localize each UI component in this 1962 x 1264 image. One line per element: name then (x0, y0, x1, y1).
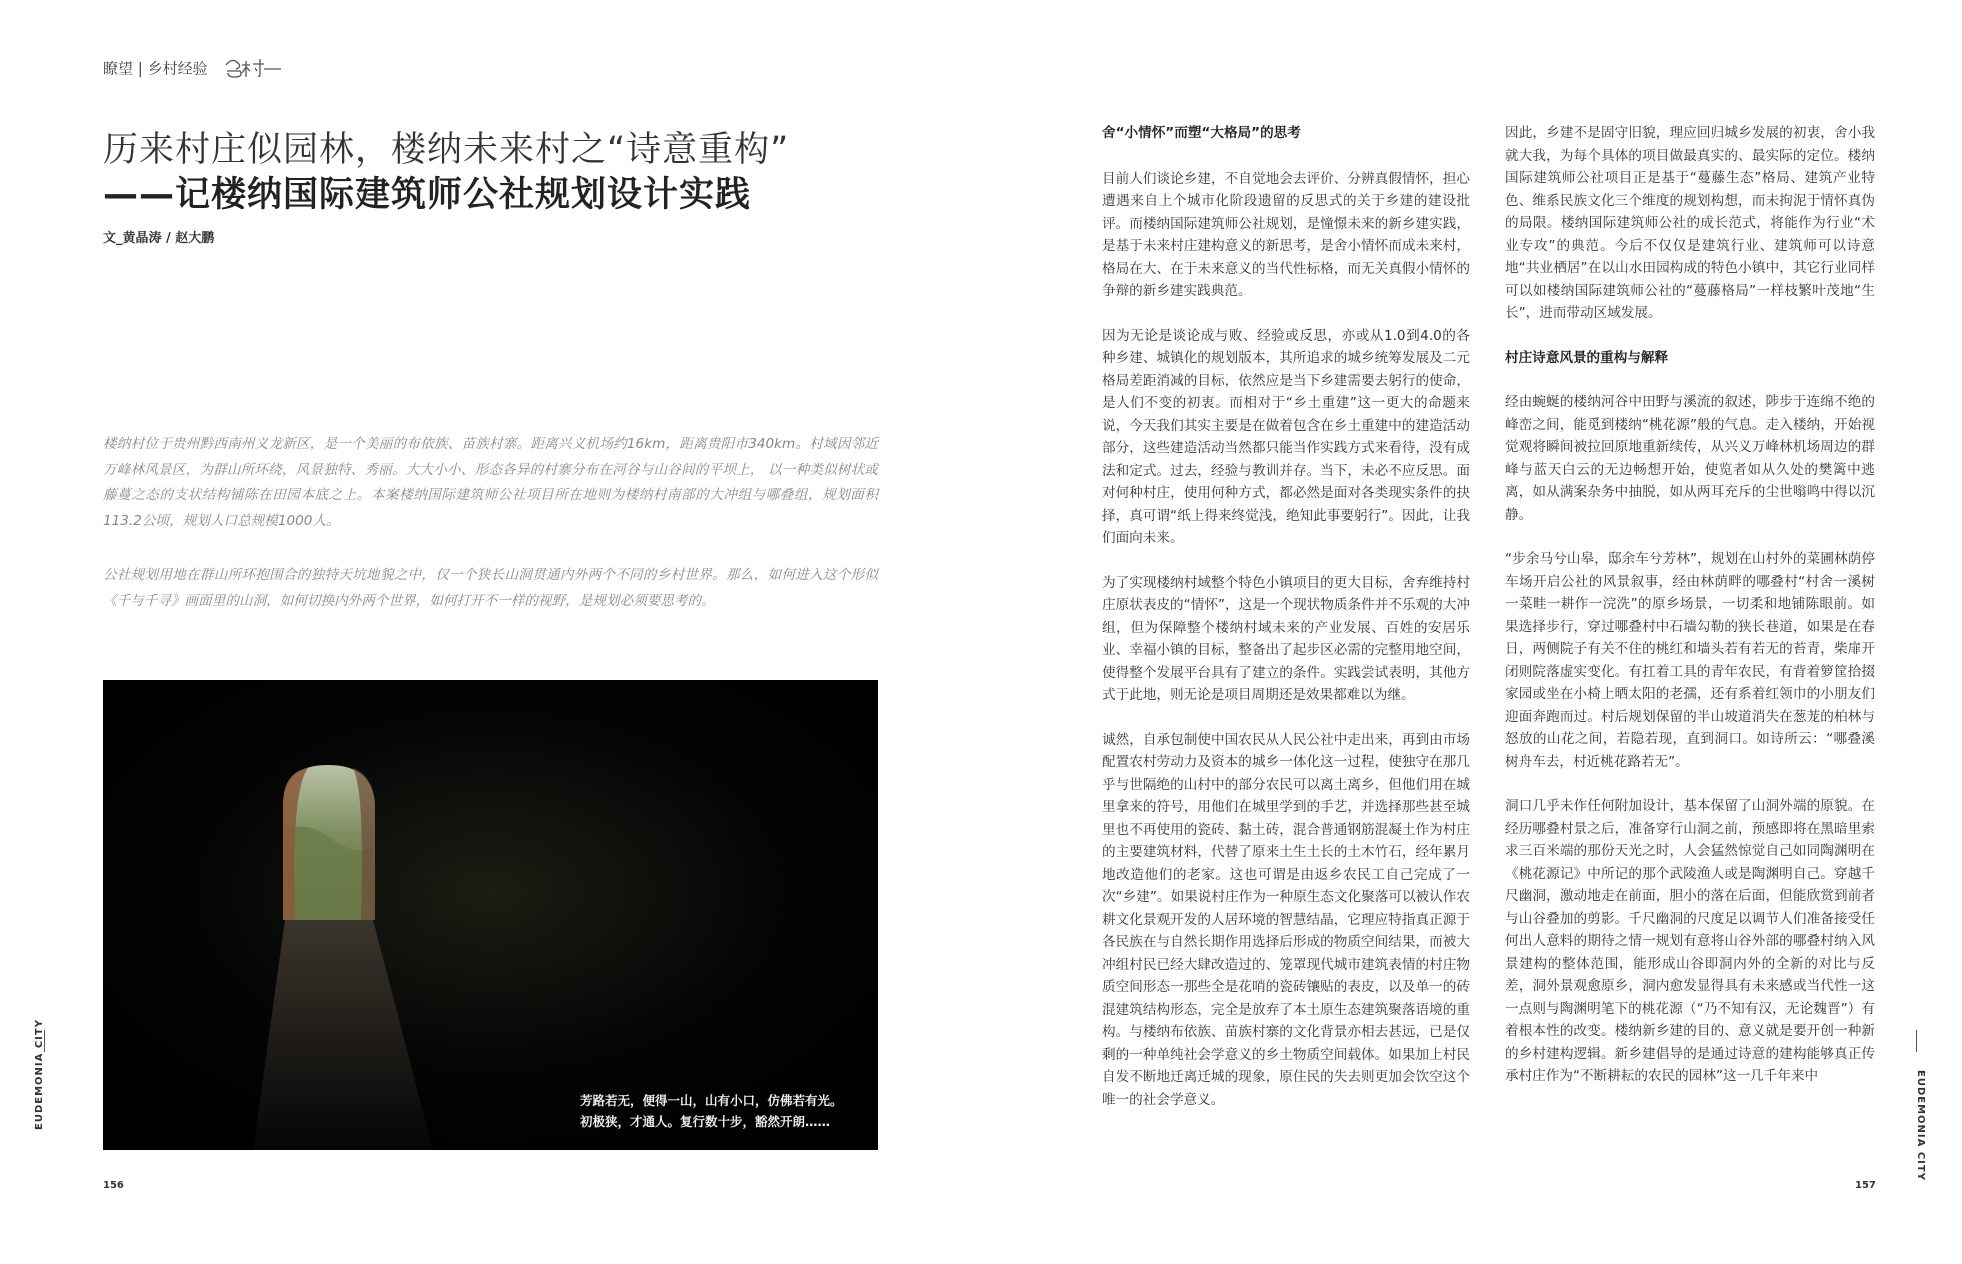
section-header (103, 55, 282, 83)
photo-caption (580, 1090, 843, 1132)
body-paragraph: 经由蜿蜒的楼纳河谷中田野与溪流的叙述，陟步于连绵不绝的峰峦之间，能觅到楼纳“桃花源”般的气息。走入楼纳，开始视觉观将瞬间被拉回原地重新续传，从兴义万峰林机场周边的群峰与蓝天白云的无边畅想开始，使览者如从久处的樊篱中逃离，如从满案杂务中抽脱，如从两耳充斥的尘世嗡鸣中得以沉静。 (1505, 394, 1875, 523)
rural-logo-icon (224, 55, 282, 83)
side-label: EUDEMONIA CITY (34, 1019, 45, 1130)
byline: 文_黄晶涛 / 赵大鹏 (103, 231, 215, 246)
photo-caption-line: 初极狭，才通人。复行数十步，豁然开朗…… (580, 1114, 831, 1129)
photo-caption-line: 芳路若无，便得一山，山有小口，仿佛若有光。 (580, 1093, 843, 1108)
section-heading: 村庄诗意风景的重构与解释 (1505, 349, 1669, 366)
page-number-left: 156 (103, 1180, 124, 1191)
body-paragraph: 诚然，自承包制使中国农民从人民公社中走出来，再到由市场配置农村劳动力及资本的城乡一体化这一过程，使独守在那几乎与世隔绝的山村中的部分农民可以离土离乡，但他们用在城里拿来的符号，用他们在城里学到的手艺，并选择那些甚至城里也不再使用的瓷砖、黏土砖，混合普通钢筋混凝土作为村庄的主要建筑材料，代替了原来土生土长的土木竹石，经年累月地改造他们的老家。这也可谓是由返乡农民工自己完成了一次“乡建”。如果说村庄作为一种原生态文化聚落可以被认作农耕文化景观开发的人居环境的智慧结晶，它理应特指真正源于各民族在与自然长期作用选择后形成的物质空间结果，而被大冲组村民已经大肆改造过的、笼罩现代城市建筑表情的村庄物质空间形态一那些全是花哨的瓷砖镶贴的表皮，以及单一的砖混建筑结构形态，完全是放弃了本土原生态建筑聚落语境的重构。与楼纳布依族、苗族村寨的文化背景亦相去甚远，已是仅剩的一种单纯社会学意义的乡土物质空间载体。如果加上村民自发不断地迁离迁城的现象，原住民的失去则更加会饮空这个唯一的社会学意义。 (1102, 731, 1470, 1108)
body-paragraph: 目前人们谈论乡建，不自觉地会去评价、分辨真假情怀，担心遭遇来自上个城市化阶段遗留的反思式的关于乡建的建设批评。而楼纳国际建筑师公社规划，是憧憬未来的新乡建实践，是基于未来村庄建构意义的新思考，是舍小情怀而成未来村，格局在大、在于未来意义的当代性标格，而无关真假小情怀的争辩的新乡建实践典范。 (1102, 170, 1470, 299)
margin-tick (1916, 1030, 1917, 1052)
tunnel-illustration (103, 680, 878, 1150)
text-column-a (1102, 122, 1470, 1111)
page-number-right: 157 (1855, 1180, 1876, 1191)
article-title: 历来村庄似园林，楼纳未来村之“诗意重构” (103, 130, 790, 170)
body-paragraph: 为了实现楼纳村域整个特色小镇项目的更大目标，舍弃维持村庄原状表皮的“情怀”，这是一个现状物质条件并不乐观的大冲组，但为保障整个楼纳村域未来的产业发展、百姓的安居乐业、幸福小镇的目标，整备出了起步区必需的完整用地空间，使得整个发展平台具有了建立的条件。实践尝试表明，其他方式于此地，则无论是项目周期还是效果都难以为继。 (1102, 574, 1470, 703)
body-paragraph: 因为无论是谈论成与败、经验或反思，亦或从1.0到4.0的各种乡建、城镇化的规划版本，其所追求的城乡统筹发展及二元格局差距消减的目标，依然应是当下乡建需要去躬行的使命，是人们不变的初衷。而相对于“乡土重建”这一更大的命题来说，今天我们其实主要是在做着包含在乡土重建中的建造活动部分，这些建造活动当然都只能当作实践方式来看待，没有成法和定式。过去，经验与教训并存。当下，未必不应反思。面对何种村庄，使用何种方式，都必然是面对各类现实条件的抉择，真可谓“纸上得来终觉浅，绝知此事要躬行”。因此，让我们面向未来。 (1102, 327, 1470, 546)
section-heading: 舍“小情怀”而塑“大格局”的思考 (1102, 125, 1301, 141)
article-subtitle: ——记楼纳国际建筑师公社规划设计实践 (103, 175, 752, 215)
section-label: 瞭望 | 乡村经验 (103, 59, 208, 78)
intro-paragraph: 公社规划用地在群山所环抱围合的独特天坑地貌之中，仅一个狭长山洞贯通内外两个不同的乡村世界。那么，如何进入这个形似《千与千寻》画面里的山洞，如何切换内外两个世界，如何打开不一样的视野，是规划必须要思考的。 (103, 567, 878, 609)
tunnel-photo (103, 680, 878, 1150)
body-paragraph: “步余马兮山皋，邸余车兮芳林”，规划在山村外的菜圃林荫停车场开启公社的风景叙事，经由林荫畔的哪叠村“村舍一溪树一菜畦一耕作一浣洗”的原乡场景，一切柔和地铺陈眼前。如果选择步行，穿过哪叠村中石墙勾勒的狭长巷道，如果是在春日，两侧院子有关不住的桃红和墙头若有若无的苔青，柴扉开闭则院落虚实变化。有扛着工具的青年农民，有背着箩筐拾掇家园或坐在小椅上晒太阳的老孺，还有系着红领巾的小朋友们迎面奔跑而过。村后规划保留的半山坡道消失在葱茏的柏林与怒放的山花之间，若隐若现，直到洞口。如诗所云：“哪叠溪树舟车去，村近桃花路若无”。 (1505, 551, 1875, 770)
body-paragraph: 洞口几乎未作任何附加设计，基本保留了山洞外端的原貌。在经历哪叠村景之后，准备穿行山洞之前，预感即将在黑暗里索求三百米端的那份天光之时，人会猛然惊觉自己如同陶渊明在《桃花源记》中所记的那个武陵渔人或是陶渊明自己。穿越千尺幽洞，激动地走在前面，胆小的落在后面，但能欣赏到前者与山谷叠加的剪影。千尺幽洞的尺度足以调节人们准备接受任何出人意料的期待之情一规划有意将山谷外部的哪叠村纳入风景建构的整体范围，能形成山谷即洞内外的全新的对比与反差，洞外景观愈原乡，洞内愈发显得具有未来感或当代性一这一点则与陶渊明笔下的桃花源（“乃不知有汉，无论魏晋”）有着根本性的改变。楼纳新乡建的目的、意义就是要开创一种新的乡村建构逻辑。新乡建倡导的是通过诗意的建构能够真正传承村庄作为“不断耕耘的农民的园林”这一几千年来中 (1505, 798, 1875, 1084)
side-label: EUDEMONIA CITY (1915, 1070, 1926, 1181)
intro-paragraph: 楼纳村位于贵州黔西南州义龙新区，是一个美丽的布依族、苗族村寨。距离兴义机场约16km，距离贵阳市340km。村域因邻近万峰林风景区，为群山所环绕，风景独特、秀丽。大大小小、形态各异的村寨分布在河谷与山谷间的平坝上， 以一种类似树状或藤蔓之态的支状结构铺陈在田园本底之上。本案楼纳国际建筑师公社项目所在地则为楼纳村南部的大冲组与哪叠组，规划面积113.2公顷，规划人口总规模1000人。 (103, 436, 878, 529)
text-column-b (1505, 122, 1875, 1088)
body-paragraph: 因此，乡建不是固守旧貌，理应回归城乡发展的初衷，舍小我就大我，为每个具体的项目做最真实的、最实际的定位。楼纳国际建筑师公社项目正是基于“蔓藤生态”格局、建筑产业特色、维系民族文化三个维度的规划构想，而未拘泥于情怀真伪的局限。楼纳国际建筑师公社的成长范式，将能作为行业“术业专攻”的典范。今后不仅仅是建筑行业、建筑师可以诗意地“共业栖居”在以山水田园构成的特色小镇中，其它行业同样可以如楼纳国际建筑师公社的“蔓藤格局”一样枝繁叶茂地“生长”，进而带动区域发展。 (1505, 125, 1875, 321)
